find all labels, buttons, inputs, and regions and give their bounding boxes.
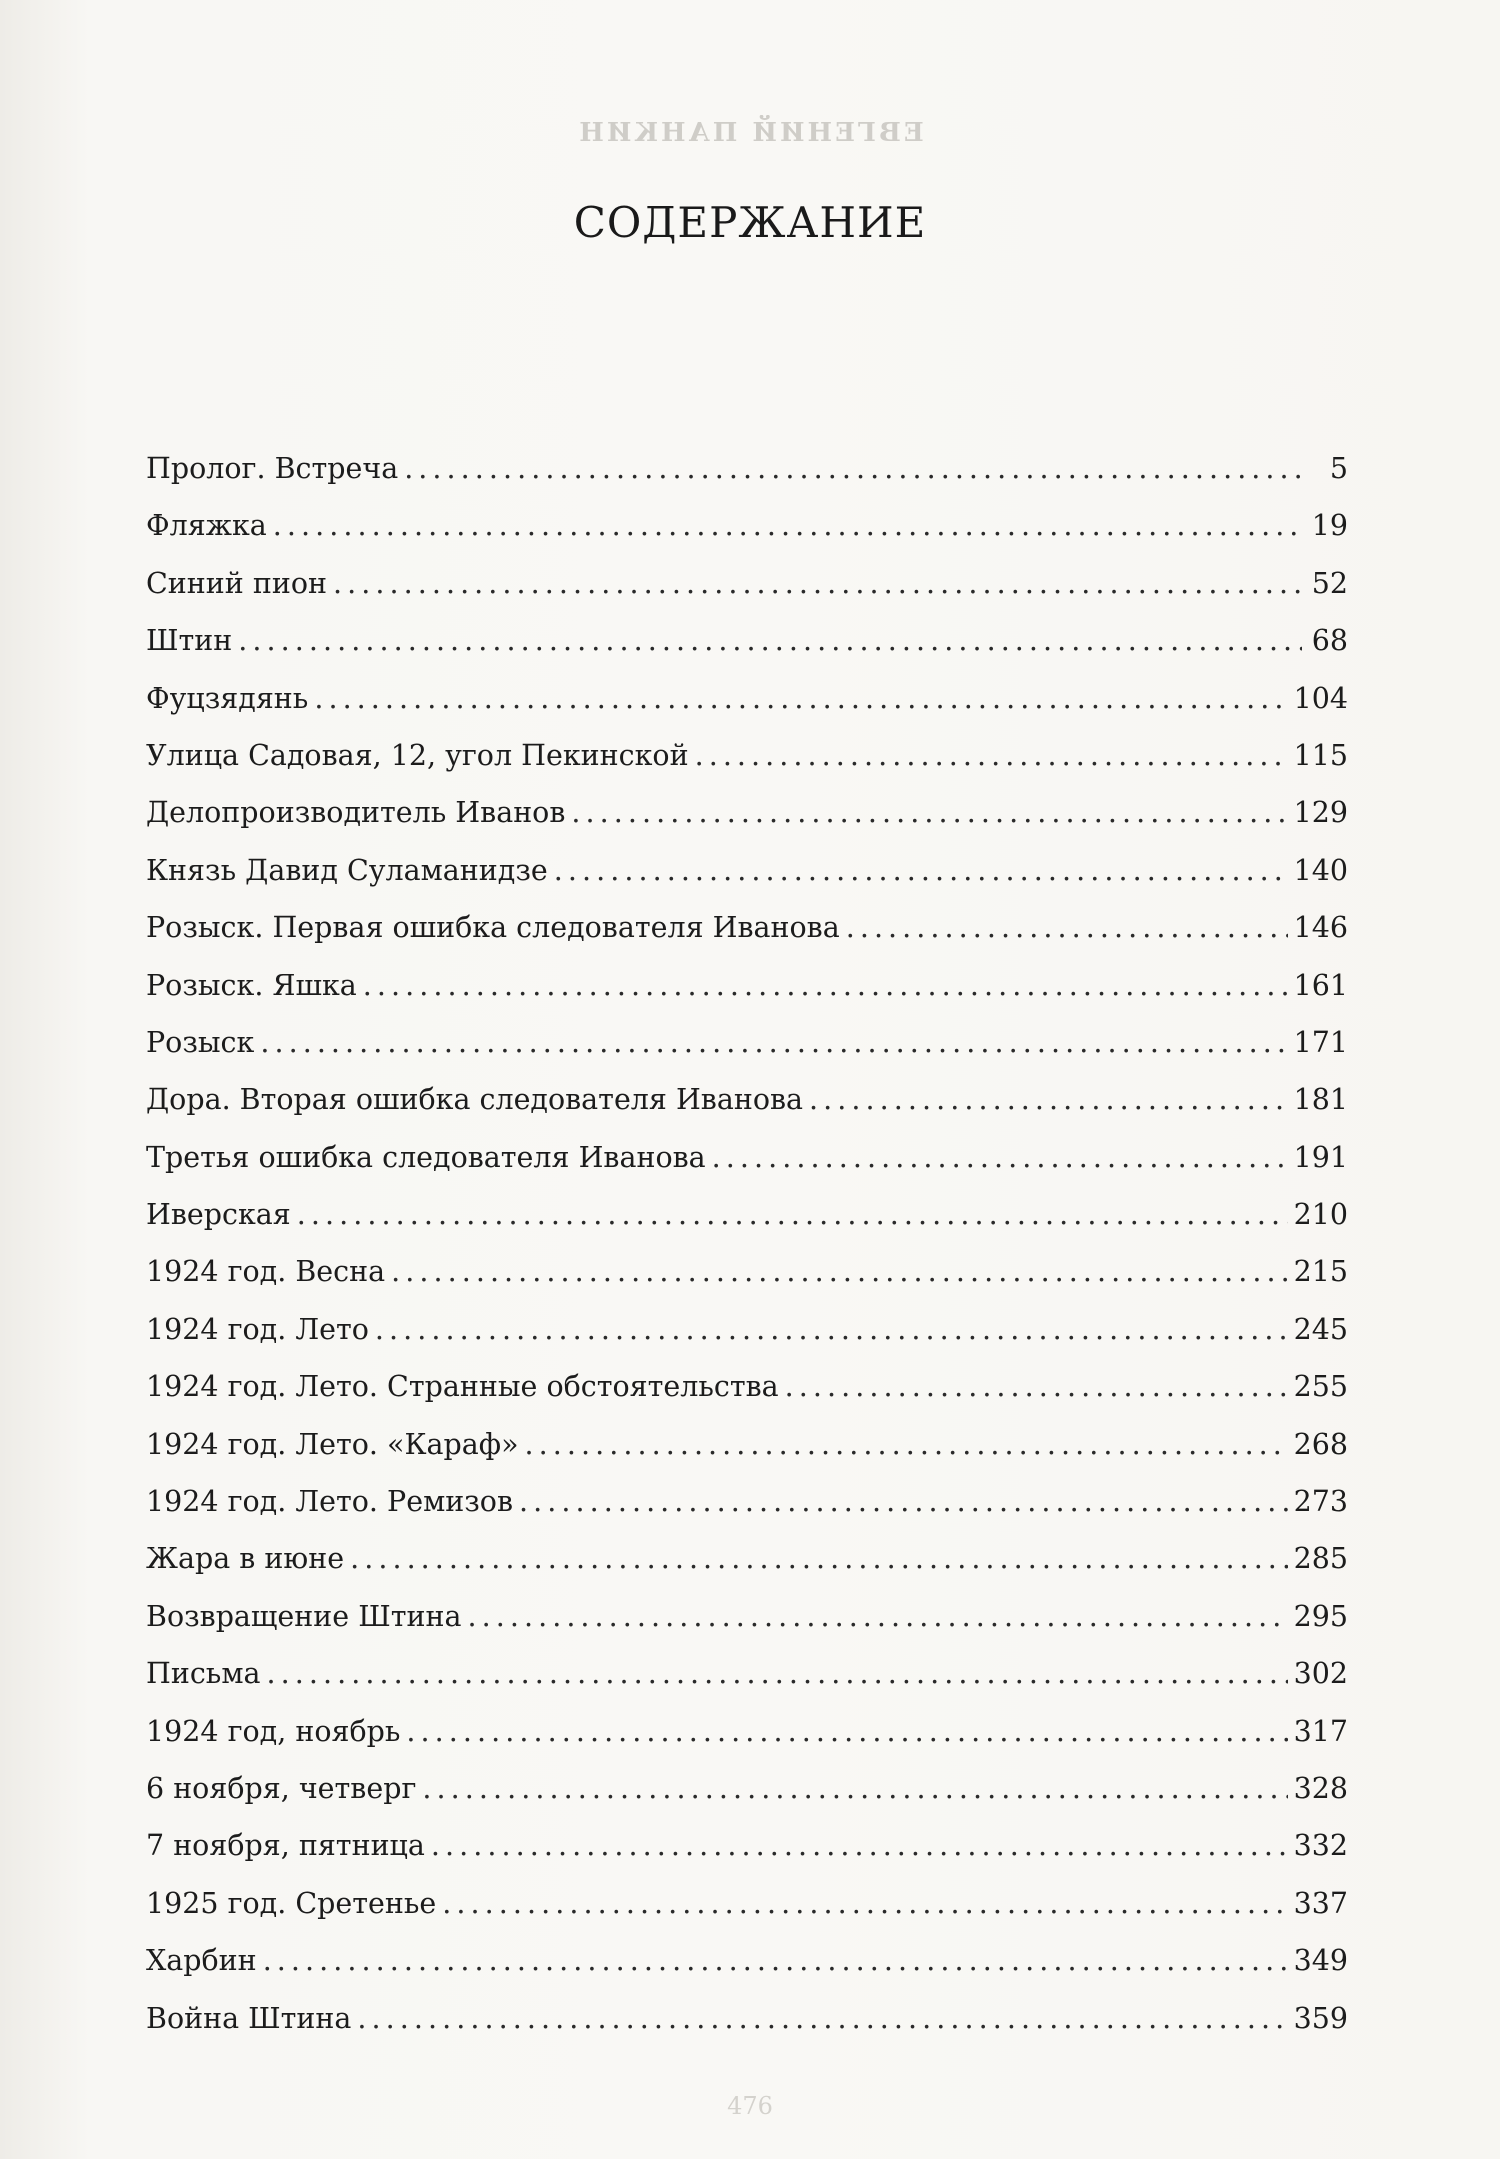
toc-leader-dots xyxy=(846,899,1288,956)
toc-leader-dots xyxy=(297,1186,1288,1243)
toc-entry xyxy=(146,1932,1348,1989)
toc-entry xyxy=(146,1530,1348,1587)
toc-entry-title: 1924 год. Весна xyxy=(146,1255,386,1289)
page-number: 476 xyxy=(727,2092,773,2120)
toc-leader-dots xyxy=(363,957,1288,1014)
toc-entry-page: 328 xyxy=(1293,1771,1348,1805)
toc-entry xyxy=(146,555,1348,612)
toc-entry xyxy=(146,612,1348,669)
toc-entry-page: 115 xyxy=(1293,738,1348,772)
toc-leader-dots xyxy=(375,1301,1288,1358)
toc-entry-title: 1924 год, ноябрь xyxy=(146,1714,401,1748)
toc-entry xyxy=(146,1071,1348,1128)
toc-entry-title: Харбин xyxy=(146,1944,257,1978)
toc-entry xyxy=(146,1014,1348,1071)
toc-entry-title: Письма xyxy=(146,1657,261,1691)
toc-leader-dots xyxy=(263,1932,1288,1989)
toc-entry xyxy=(146,1875,1348,1932)
toc-entry xyxy=(146,899,1348,956)
toc-entry-title: Возвращение Штина xyxy=(146,1599,462,1633)
toc-entry-page: 191 xyxy=(1293,1140,1348,1174)
toc-leader-dots xyxy=(442,1875,1287,1932)
toc-entry-page: 295 xyxy=(1293,1599,1348,1633)
toc-leader-dots xyxy=(695,727,1288,784)
toc-entry xyxy=(146,1416,1348,1473)
toc-entry-page: 349 xyxy=(1293,1944,1348,1978)
toc-entry xyxy=(146,1473,1348,1530)
toc-entry-page: 140 xyxy=(1293,853,1348,887)
toc-leader-dots xyxy=(314,670,1287,727)
toc-entry-page: 161 xyxy=(1293,968,1348,1002)
toc-entry xyxy=(146,784,1348,841)
toc-entry-page: 317 xyxy=(1293,1714,1348,1748)
toc-entry-page: 210 xyxy=(1293,1198,1348,1232)
toc-entry-page: 255 xyxy=(1293,1370,1348,1404)
toc-entry-title: Иверская xyxy=(146,1198,291,1232)
toc-entry-title: 1924 год. Лето. Ремизов xyxy=(146,1485,513,1519)
toc-leader-dots xyxy=(422,1760,1287,1817)
toc-entry-page: 104 xyxy=(1293,681,1348,715)
toc-entry-title: Пролог. Встреча xyxy=(146,452,399,485)
toc-entry-page: 146 xyxy=(1293,911,1348,945)
running-head: ЕВГЕНИЙ ПАНКИН xyxy=(576,118,924,148)
toc-entry-page: 332 xyxy=(1293,1829,1348,1863)
toc-entry-title: 1924 год. Лето. «Караф» xyxy=(146,1427,519,1461)
toc-entry-page: 337 xyxy=(1293,1886,1348,1920)
toc-entry-page: 181 xyxy=(1293,1083,1348,1117)
toc-entry-title: Жара в июне xyxy=(146,1542,345,1576)
toc-entry-title: Делопроизводитель Иванов xyxy=(146,796,566,830)
toc-entry-title: 1924 год. Лето xyxy=(146,1312,369,1346)
toc-entry xyxy=(146,1588,1348,1645)
toc-entry-title: Синий пион xyxy=(146,566,327,600)
toc-entry xyxy=(146,1645,1348,1702)
toc-entry-title: Фуцзядянь xyxy=(146,681,309,715)
toc-entry-page: 19 xyxy=(1311,509,1348,543)
toc-entry-title: Розыск. Первая ошибка следователя Иванова xyxy=(146,911,840,945)
toc-entry-page: 285 xyxy=(1293,1542,1348,1576)
toc-entry-title: 7 ноября, пятница xyxy=(146,1829,425,1863)
toc-leader-dots xyxy=(238,612,1302,669)
toc-entry xyxy=(146,1358,1348,1415)
toc-entry-page: 302 xyxy=(1293,1657,1348,1691)
toc-leader-dots xyxy=(391,1243,1287,1300)
toc-entry xyxy=(146,1703,1348,1760)
toc-entry-title: Штин xyxy=(146,624,233,658)
toc-entry-page: 171 xyxy=(1293,1025,1348,1059)
toc-entry-page: 268 xyxy=(1293,1427,1348,1461)
toc-leader-dots xyxy=(467,1588,1287,1645)
toc-leader-dots xyxy=(350,1530,1288,1587)
toc-leader-dots xyxy=(273,497,1302,554)
toc-entry xyxy=(146,440,1348,497)
toc-entry xyxy=(146,842,1348,899)
toc-leader-dots xyxy=(785,1358,1288,1415)
toc-leader-dots xyxy=(406,1703,1287,1760)
toc-entry xyxy=(146,497,1348,554)
toc-entry-title: 1924 год. Лето. Странные обстоятельства xyxy=(146,1370,779,1404)
toc-entry-title: 1925 год. Сретенье xyxy=(146,1886,437,1920)
toc-entry-title: Князь Давид Суламанидзе xyxy=(146,853,548,887)
toc-leader-dots xyxy=(554,842,1288,899)
toc-leader-dots xyxy=(809,1071,1288,1128)
toc-leader-dots xyxy=(357,1990,1287,2047)
toc-entry xyxy=(146,1301,1348,1358)
toc-entry xyxy=(146,1129,1348,1186)
toc-leader-dots xyxy=(525,1416,1288,1473)
toc-leader-dots xyxy=(404,440,1302,497)
toc-leader-dots xyxy=(333,555,1302,612)
toc-entry-page: 273 xyxy=(1293,1485,1348,1519)
toc-entry-page: 129 xyxy=(1293,796,1348,830)
toc-leader-dots xyxy=(712,1129,1288,1186)
toc-leader-dots xyxy=(260,1014,1287,1071)
toc-entry-page: 215 xyxy=(1293,1255,1348,1289)
toc-entry xyxy=(146,1243,1348,1300)
toc-entry-title: 6 ноября, четверг xyxy=(146,1771,417,1805)
toc-leader-dots xyxy=(571,784,1287,841)
toc-entry xyxy=(146,727,1348,784)
toc-entry-title: Розыск. Яшка xyxy=(146,968,357,1002)
toc-leader-dots xyxy=(267,1645,1288,1702)
toc-entry xyxy=(146,1186,1348,1243)
toc-entry xyxy=(146,1817,1348,1874)
toc-entry xyxy=(146,1760,1348,1817)
page-title: СОДЕРЖАНИЕ xyxy=(573,198,927,247)
toc-entry-title: Улица Садовая, 12, угол Пекинской xyxy=(146,738,689,772)
toc-entry-title: Фляжка xyxy=(146,509,267,543)
toc-entry-title: Дора. Вторая ошибка следователя Иванова xyxy=(146,1083,804,1117)
toc-entry xyxy=(146,670,1348,727)
toc-entry-page: 5 xyxy=(1329,452,1348,485)
toc-entry-page: 68 xyxy=(1311,624,1348,658)
toc-entry-page: 245 xyxy=(1293,1312,1348,1346)
toc-entry xyxy=(146,957,1348,1014)
toc-entry-title: Розыск xyxy=(146,1025,255,1059)
table-of-contents xyxy=(146,440,1348,2047)
toc-entry-page: 52 xyxy=(1311,566,1348,600)
toc-entry xyxy=(146,1990,1348,2047)
toc-entry-page: 359 xyxy=(1293,2001,1348,2035)
toc-entry-title: Война Штина xyxy=(146,2001,352,2035)
toc-leader-dots xyxy=(519,1473,1288,1530)
toc-entry-title: Третья ошибка следователя Иванова xyxy=(146,1140,706,1174)
toc-leader-dots xyxy=(431,1817,1288,1874)
